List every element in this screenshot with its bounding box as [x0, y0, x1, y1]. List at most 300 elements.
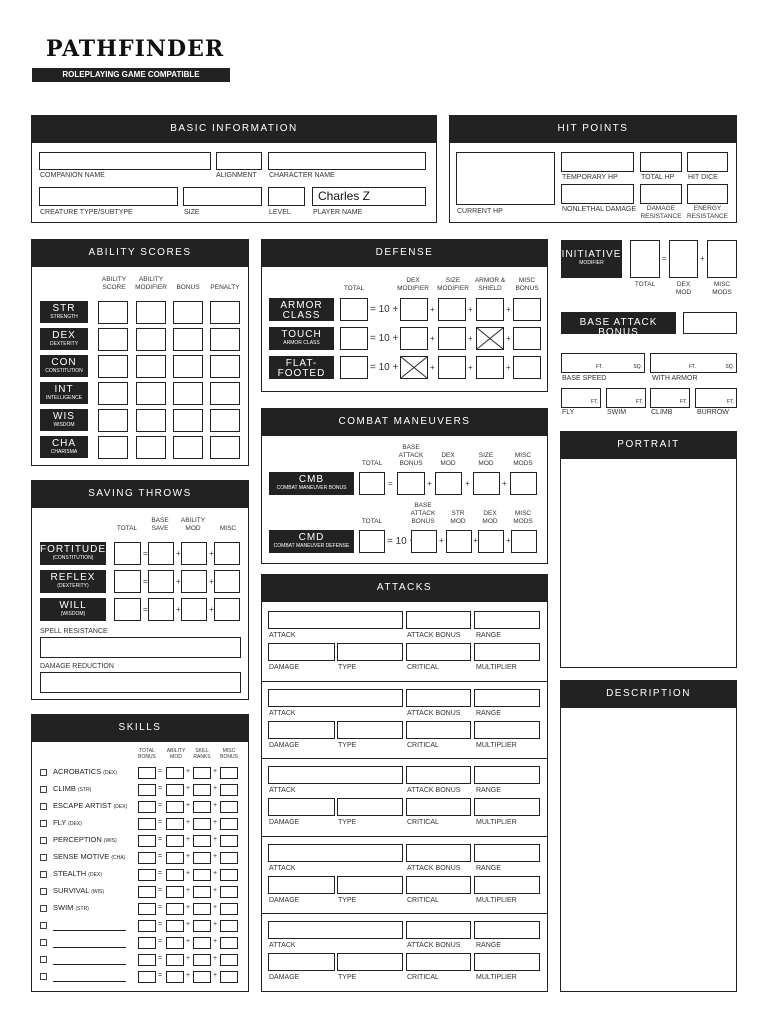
save-base-1[interactable] — [148, 570, 174, 593]
skill-ability-mod-7[interactable] — [166, 886, 184, 898]
ability-bonus-1[interactable] — [173, 328, 203, 351]
skill-eq-8: = — [158, 904, 163, 911]
skill-ability-mod-8[interactable] — [166, 903, 184, 915]
armor-speed-field[interactable] — [650, 353, 737, 373]
creature-type-field[interactable] — [39, 187, 178, 206]
attack-type-2[interactable] — [337, 798, 403, 816]
defense-tag-2-abbr: FLAT-FOOTED — [277, 358, 326, 379]
skill-misc-6[interactable] — [220, 869, 238, 881]
nonlethal-field[interactable] — [561, 184, 634, 204]
attack-range-label-3: RANGE — [476, 864, 501, 872]
defense-eq-1: = — [370, 333, 376, 344]
ability-score-2[interactable] — [98, 355, 128, 378]
ability-bonus-2[interactable] — [173, 355, 203, 378]
skill-plus-a-5: + — [186, 853, 191, 860]
ability-penalty-0[interactable] — [210, 301, 240, 324]
defense-tag-2-name: ARMOR CLASS — [283, 379, 320, 385]
attack-critical-1[interactable] — [406, 721, 471, 739]
ability-tag-4-abbr: WIS — [53, 411, 75, 422]
swim-label: SWIM — [607, 409, 627, 416]
alignment-label: ALIGNMENT — [216, 172, 257, 179]
attack-bonus-1[interactable] — [406, 689, 471, 707]
skill-misc-1[interactable] — [220, 784, 238, 796]
skill-total-4[interactable] — [138, 835, 156, 847]
skill-misc-9[interactable] — [220, 920, 238, 932]
skill-blank-line-12[interactable] — [53, 981, 126, 982]
save-misc-2[interactable] — [214, 598, 240, 621]
bab-title: BASE ATTACK BONUS — [579, 317, 658, 338]
skill-total-1[interactable] — [138, 784, 156, 796]
defense-plus-1-2: + — [430, 363, 435, 372]
skill-ranks-8[interactable] — [193, 903, 211, 915]
skill-eq-1: = — [158, 785, 163, 792]
saves-header: SAVING THROWS — [31, 480, 249, 508]
cmb-size[interactable] — [473, 472, 500, 495]
skill-ability-2: (DEX) — [113, 804, 128, 810]
skill-name-4: PERCEPTION — [53, 835, 102, 844]
ability-penalty-1[interactable] — [210, 328, 240, 351]
cmb-abbr: CMB — [298, 474, 325, 485]
skill-checkbox-2[interactable] — [40, 803, 47, 810]
defense-dex-disabled-2 — [400, 356, 428, 379]
save-tag-2-name: (WISDOM) — [60, 611, 86, 617]
skill-ability-4: (WIS) — [103, 838, 117, 844]
skill-total-9[interactable] — [138, 920, 156, 932]
temporary-hp-field[interactable] — [561, 152, 634, 172]
attack-range-1[interactable] — [474, 689, 540, 707]
skill-misc-2[interactable] — [220, 801, 238, 813]
skill-eq-7: = — [158, 887, 163, 894]
skill-eq-4: = — [158, 836, 163, 843]
attack-range-4[interactable] — [474, 921, 540, 939]
save-ability-2[interactable] — [181, 598, 207, 621]
skill-ranks-4[interactable] — [193, 835, 211, 847]
attack-damage-label-3: DAMAGE — [269, 896, 300, 904]
skill-checkbox-10[interactable] — [40, 939, 47, 946]
burrow-speed-field[interactable] — [695, 388, 737, 408]
skill-ranks-0[interactable] — [193, 767, 211, 779]
defense-dex-1[interactable] — [400, 327, 428, 350]
save-base-2[interactable] — [148, 598, 174, 621]
ability-tag-5-name: CHARISMA — [50, 449, 78, 455]
player-name-field[interactable] — [312, 187, 426, 206]
attack-name-3[interactable] — [268, 844, 403, 862]
skill-total-6[interactable] — [138, 869, 156, 881]
initiative-total[interactable] — [630, 240, 660, 278]
ability-col-mod: ABILITY MODIFIER — [135, 276, 167, 291]
save-ability-0[interactable] — [181, 542, 207, 565]
attack-damage-1[interactable] — [268, 721, 335, 739]
skill-total-7[interactable] — [138, 886, 156, 898]
skill-ability-mod-2[interactable] — [166, 801, 184, 813]
attack-bonus-4[interactable] — [406, 921, 471, 939]
cmb-bab[interactable] — [397, 472, 425, 495]
skill-ability-mod-6[interactable] — [166, 869, 184, 881]
attack-multiplier-label-4: MULTIPLIER — [476, 974, 517, 981]
attack-type-label-0: TYPE — [338, 664, 357, 671]
attack-critical-0[interactable] — [406, 643, 471, 661]
attack-type-4[interactable] — [337, 953, 403, 971]
saves-col-ability: ABILITY MOD — [180, 517, 206, 532]
skill-misc-5[interactable] — [220, 852, 238, 864]
skill-ranks-3[interactable] — [193, 818, 211, 830]
save-total-2[interactable] — [114, 598, 141, 621]
save-tag-0-name: (CONSTITUTION) — [52, 555, 94, 561]
skill-ability-mod-12[interactable] — [166, 971, 184, 983]
defense-size-2[interactable] — [438, 356, 466, 379]
skill-label-5 — [53, 852, 125, 861]
save-plus-b-0: + — [209, 549, 214, 558]
save-ability-1[interactable] — [181, 570, 207, 593]
attack-damage-4[interactable] — [268, 953, 335, 971]
defense-armor-2[interactable] — [476, 356, 504, 379]
skill-eq-2: = — [158, 802, 163, 809]
skill-ability-mod-0[interactable] — [166, 767, 184, 779]
attack-multiplier-label-2: MULTIPLIER — [476, 819, 517, 826]
defense-base-value-0: 10 — [378, 304, 390, 315]
skill-plus-a-2: + — [186, 802, 191, 809]
cmb-col-dex: DEX MOD — [440, 452, 456, 467]
attack-critical-2[interactable] — [406, 798, 471, 816]
initiative-dex-label: DEX MOD — [675, 281, 692, 296]
save-eq-2: = — [143, 605, 148, 614]
skill-ability-3: (DEX) — [68, 821, 82, 827]
skill-total-0[interactable] — [138, 767, 156, 779]
logo-subtitle: ROLEPLAYING GAME COMPATIBLE — [32, 68, 230, 82]
logo-title: PATHFINDER — [46, 36, 225, 62]
save-misc-0[interactable] — [214, 542, 240, 565]
cmd-total[interactable] — [359, 530, 385, 553]
cmb-col-total: TOTAL — [361, 460, 383, 467]
attacks-header: ATTACKS — [261, 574, 548, 602]
skill-blank-line-11[interactable] — [53, 964, 126, 965]
skill-ranks-2[interactable] — [193, 801, 211, 813]
damage-resistance-field[interactable] — [640, 184, 682, 204]
defense-misc-0[interactable] — [513, 298, 541, 321]
hit-dice-field[interactable] — [687, 152, 728, 172]
cmd-misc[interactable] — [511, 530, 537, 553]
save-total-0[interactable] — [114, 542, 141, 565]
ability-score-1[interactable] — [98, 328, 128, 351]
skill-checkbox-12[interactable] — [40, 973, 47, 980]
skill-plus-a-9: + — [186, 921, 191, 928]
skill-label-6 — [53, 869, 102, 878]
ability-score-0[interactable] — [98, 301, 128, 324]
skill-plus-a-3: + — [186, 819, 191, 826]
skill-checkbox-3[interactable] — [40, 820, 47, 827]
ability-tag-4 — [40, 409, 88, 431]
nonlethal-label: NONLETHAL DAMAGE — [562, 206, 637, 213]
defense-plus-0-2: + — [392, 362, 399, 373]
swim-speed-field[interactable] — [606, 388, 646, 408]
skill-ability-mod-5[interactable] — [166, 852, 184, 864]
skill-total-12[interactable] — [138, 971, 156, 983]
skill-misc-3[interactable] — [220, 818, 238, 830]
skill-plus-a-12: + — [186, 972, 191, 979]
companion-name-field[interactable] — [39, 152, 211, 170]
skill-ranks-1[interactable] — [193, 784, 211, 796]
attack-name-4[interactable] — [268, 921, 403, 939]
current-hp-field[interactable] — [456, 152, 555, 205]
defense-armor-0[interactable] — [476, 298, 504, 321]
skill-plus-b-3: + — [213, 819, 218, 826]
save-tag-0-abbr: FORTITUDE — [40, 544, 107, 555]
skill-ability-mod-9[interactable] — [166, 920, 184, 932]
skill-eq-0: = — [158, 768, 163, 775]
defense-misc-1[interactable] — [513, 327, 541, 350]
attack-label-4: ATTACK — [269, 942, 296, 949]
skill-misc-8[interactable] — [220, 903, 238, 915]
skill-ability-mod-1[interactable] — [166, 784, 184, 796]
defense-tag-1 — [269, 327, 334, 350]
alignment-field[interactable] — [216, 152, 262, 170]
swim-ft: FT. — [636, 399, 643, 405]
skill-blank-line-9[interactable] — [53, 930, 126, 931]
armor-speed-label: WITH ARMOR — [652, 375, 698, 382]
skill-ranks-5[interactable] — [193, 852, 211, 864]
attack-range-3[interactable] — [474, 844, 540, 862]
defense-size-1[interactable] — [438, 327, 466, 350]
skill-checkbox-0[interactable] — [40, 769, 47, 776]
save-tag-0 — [40, 542, 106, 565]
skill-total-2[interactable] — [138, 801, 156, 813]
attack-damage-label-0: DAMAGE — [269, 664, 300, 671]
attack-type-label-1: TYPE — [338, 741, 357, 749]
defense-base-2 — [370, 362, 398, 373]
initiative-dex[interactable] — [669, 240, 698, 278]
ability-penalty-4[interactable] — [210, 409, 240, 432]
damage-reduction-field[interactable] — [40, 672, 241, 693]
attack-name-1[interactable] — [268, 689, 403, 707]
defense-size-0[interactable] — [438, 298, 466, 321]
attack-multiplier-4[interactable] — [474, 953, 540, 971]
skill-checkbox-6[interactable] — [40, 871, 47, 878]
ability-modifier-2[interactable] — [136, 355, 166, 378]
skill-checkbox-7[interactable] — [40, 888, 47, 895]
cmb-dex[interactable] — [435, 472, 462, 495]
skill-label-4 — [53, 835, 117, 844]
total-hp-field[interactable] — [640, 152, 682, 172]
save-plus-b-1: + — [209, 577, 214, 586]
cmd-abbr: CMD — [298, 532, 325, 543]
defense-base-value-1: 10 — [378, 333, 390, 344]
defense-eq-2: = — [370, 362, 376, 373]
cmb-col-misc: MISC MODS — [513, 452, 533, 467]
skill-ranks-7[interactable] — [193, 886, 211, 898]
level-field[interactable] — [268, 187, 305, 206]
ability-col-score: ABILITY SCORE — [101, 276, 127, 291]
skill-blank-line-10[interactable] — [53, 947, 126, 948]
defense-total-0[interactable] — [340, 298, 368, 321]
skill-ranks-6[interactable] — [193, 869, 211, 881]
attack-bonus-2[interactable] — [406, 766, 471, 784]
save-tag-2-abbr: WILL — [59, 600, 87, 611]
defense-tag-1-abbr: TOUCH — [281, 329, 322, 340]
ability-tag-2-abbr: CON — [51, 357, 77, 368]
skill-misc-12[interactable] — [220, 971, 238, 983]
defense-misc-2[interactable] — [513, 356, 541, 379]
skill-plus-b-6: + — [213, 870, 218, 877]
defense-plus-3-2: + — [506, 363, 511, 372]
skill-ranks-10[interactable] — [193, 937, 211, 949]
skill-checkbox-5[interactable] — [40, 854, 47, 861]
ability-tag-5 — [40, 436, 88, 458]
ability-bonus-0[interactable] — [173, 301, 203, 324]
attack-type-1[interactable] — [337, 721, 403, 739]
attack-multiplier-3[interactable] — [474, 876, 540, 894]
attack-bonus-3[interactable] — [406, 844, 471, 862]
save-total-1[interactable] — [114, 570, 141, 593]
attack-bonus-0[interactable] — [406, 611, 471, 629]
skill-name-7: SURVIVAL — [53, 886, 90, 895]
ability-modifier-3[interactable] — [136, 382, 166, 405]
initiative-plus: + — [700, 254, 705, 263]
basic-info-header: BASIC INFORMATION — [31, 115, 437, 143]
save-tag-1-name: (DEXTERITY) — [57, 583, 89, 589]
skill-plus-a-0: + — [186, 768, 191, 775]
skill-checkbox-4[interactable] — [40, 837, 47, 844]
ability-score-4[interactable] — [98, 409, 128, 432]
ability-tag-0 — [40, 301, 88, 323]
ability-penalty-2[interactable] — [210, 355, 240, 378]
cmd-str[interactable] — [446, 530, 472, 553]
bab-field[interactable] — [683, 312, 737, 334]
ability-penalty-5[interactable] — [210, 436, 240, 459]
attack-type-0[interactable] — [337, 643, 403, 661]
attack-critical-4[interactable] — [406, 953, 471, 971]
skill-total-8[interactable] — [138, 903, 156, 915]
ability-bonus-3[interactable] — [173, 382, 203, 405]
defense-dex-0[interactable] — [400, 298, 428, 321]
cmd-dex[interactable] — [478, 530, 504, 553]
skill-misc-0[interactable] — [220, 767, 238, 779]
skill-total-3[interactable] — [138, 818, 156, 830]
cmd-base-value: 10 — [395, 536, 407, 547]
attack-divider-4 — [261, 913, 548, 914]
skill-total-10[interactable] — [138, 937, 156, 949]
skill-misc-4[interactable] — [220, 835, 238, 847]
ability-score-5[interactable] — [98, 436, 128, 459]
skill-eq-11: = — [158, 955, 163, 962]
skill-label-8 — [53, 903, 89, 912]
skill-ability-mod-3[interactable] — [166, 818, 184, 830]
base-speed-field[interactable] — [561, 353, 645, 373]
attack-range-0[interactable] — [474, 611, 540, 629]
ability-bonus-4[interactable] — [173, 409, 203, 432]
attack-multiplier-2[interactable] — [474, 798, 540, 816]
logo — [46, 36, 226, 70]
climb-speed-field[interactable] — [650, 388, 690, 408]
attack-multiplier-1[interactable] — [474, 721, 540, 739]
attack-critical-3[interactable] — [406, 876, 471, 894]
spell-resistance-field[interactable] — [40, 637, 241, 658]
skill-ranks-11[interactable] — [193, 954, 211, 966]
attack-bonus-label-2: ATTACK BONUS — [407, 787, 461, 794]
attack-damage-label-1: DAMAGE — [269, 741, 300, 749]
portrait-panel[interactable] — [560, 431, 737, 668]
defense-col-size: SIZE MODIFIER — [437, 277, 469, 292]
attack-name-2[interactable] — [268, 766, 403, 784]
skill-ranks-12[interactable] — [193, 971, 211, 983]
skill-ability-mod-4[interactable] — [166, 835, 184, 847]
character-name-field[interactable] — [268, 152, 426, 170]
skill-name-3: FLY — [53, 818, 67, 827]
fly-speed-field[interactable] — [561, 388, 601, 408]
initiative-misc[interactable] — [707, 240, 737, 278]
cmb-col-bab: BASE ATTACK BONUS — [398, 444, 424, 467]
ability-modifier-0[interactable] — [136, 301, 166, 324]
defense-eq-0: = — [370, 304, 376, 315]
attack-range-2[interactable] — [474, 766, 540, 784]
skill-checkbox-8[interactable] — [40, 905, 47, 912]
ability-bonus-5[interactable] — [173, 436, 203, 459]
cmb-total[interactable] — [359, 472, 385, 495]
defense-total-2[interactable] — [340, 356, 368, 379]
ability-penalty-3[interactable] — [210, 382, 240, 405]
current-hp-label: CURRENT HP — [457, 208, 503, 215]
cmb-misc[interactable] — [510, 472, 537, 495]
defense-total-1[interactable] — [340, 327, 368, 350]
initiative-sub: MODIFIER — [579, 260, 604, 266]
attack-type-3[interactable] — [337, 876, 403, 894]
cmd-tag — [269, 530, 354, 553]
skill-ranks-9[interactable] — [193, 920, 211, 932]
attack-name-0[interactable] — [268, 611, 403, 629]
attack-damage-2[interactable] — [268, 798, 335, 816]
skill-misc-7[interactable] — [220, 886, 238, 898]
base-speed-sq: SQ. — [633, 364, 642, 370]
skill-ability-mod-11[interactable] — [166, 954, 184, 966]
cmd-bab[interactable] — [411, 530, 437, 553]
ability-modifier-1[interactable] — [136, 328, 166, 351]
attack-damage-3[interactable] — [268, 876, 335, 894]
skill-name-0: ACROBATICS — [53, 767, 102, 776]
description-panel[interactable] — [560, 680, 737, 992]
skill-name-8: SWIM — [53, 903, 74, 912]
save-misc-1[interactable] — [214, 570, 240, 593]
ability-modifier-4[interactable] — [136, 409, 166, 432]
cmb-name: COMBAT MANEUVER BONUS — [276, 485, 347, 491]
skill-total-11[interactable] — [138, 954, 156, 966]
attack-damage-0[interactable] — [268, 643, 335, 661]
attack-critical-label-1: CRITICAL — [407, 741, 439, 749]
skill-plus-a-8: + — [186, 904, 191, 911]
skill-eq-6: = — [158, 870, 163, 877]
skill-checkbox-9[interactable] — [40, 922, 47, 929]
skill-total-5[interactable] — [138, 852, 156, 864]
attack-bonus-label-0: ATTACK BONUS — [407, 632, 461, 639]
save-plus-a-1: + — [176, 577, 181, 586]
ability-col-bonus: BONUS — [176, 284, 200, 291]
save-eq-1: = — [143, 577, 148, 586]
save-tag-1 — [40, 570, 106, 593]
save-base-0[interactable] — [148, 542, 174, 565]
skill-misc-10[interactable] — [220, 937, 238, 949]
attack-multiplier-0[interactable] — [474, 643, 540, 661]
energy-resistance-field[interactable] — [687, 184, 728, 204]
skill-checkbox-11[interactable] — [40, 956, 47, 963]
defense-plus-0-1: + — [392, 333, 399, 344]
skill-checkbox-1[interactable] — [40, 786, 47, 793]
cmb-plus-1: + — [427, 479, 432, 488]
skill-plus-a-4: + — [186, 836, 191, 843]
skill-misc-11[interactable] — [220, 954, 238, 966]
size-field[interactable] — [183, 187, 262, 206]
ability-modifier-5[interactable] — [136, 436, 166, 459]
ability-score-3[interactable] — [98, 382, 128, 405]
skill-ability-mod-10[interactable] — [166, 937, 184, 949]
defense-plus-3-1: + — [506, 334, 511, 343]
